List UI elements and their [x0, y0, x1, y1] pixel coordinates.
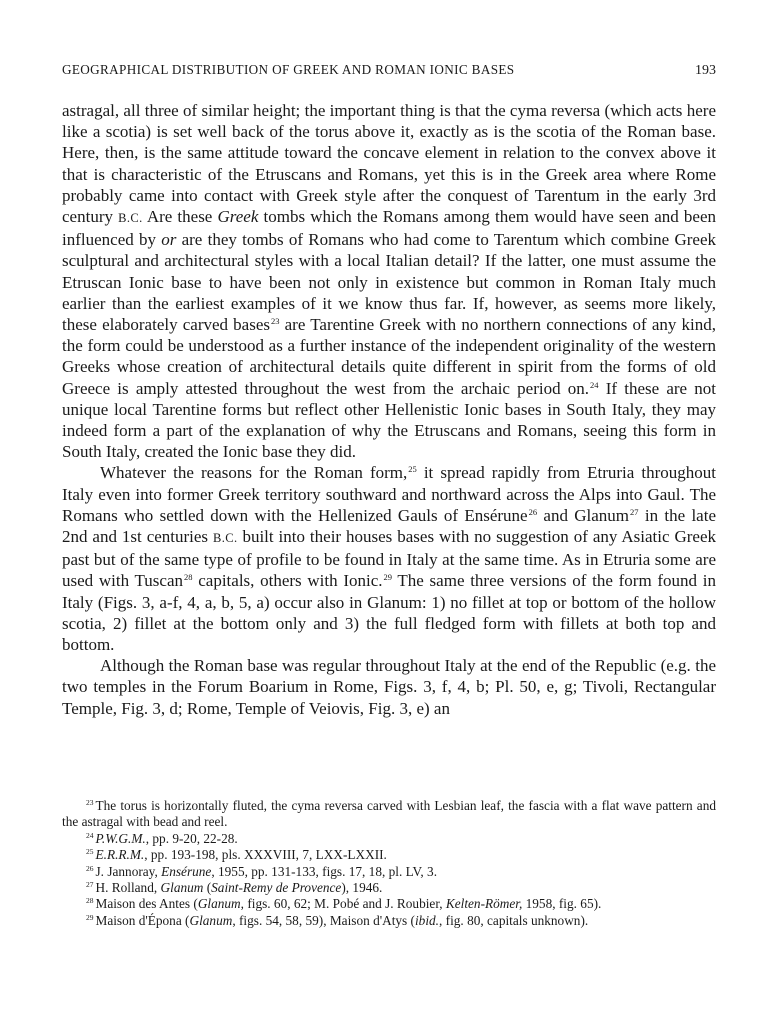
text-run: Are these	[142, 207, 218, 227]
paragraph-1	[62, 100, 716, 462]
footnote-text: , pp. 193-198, pls. XXXVIII, 7, LXX-LXXII.	[144, 847, 387, 863]
italic-text: Glanum	[160, 880, 204, 896]
text-run: and Glanum	[537, 505, 630, 525]
footnote-number: 25	[86, 847, 94, 857]
footnote-text: H. Rolland,	[95, 880, 161, 896]
text-run: Whatever the reasons for the Roman form,	[100, 463, 408, 483]
text-run: astragal, all three of similar height; the important thing is that the cyma reversa (which acts here like a scotia) is set well back of the torus above it, exactly as is the scotia of the Roman base. Here, then, is the same attitude toward the concave element in relation to the convex above it that is characteristic of the Etruscans and Romans, yet this is in the Greek area where Rome probably came into contact with Greek style after the conquest of Tarentum in the early 3rd century	[62, 101, 716, 227]
footnote-number: 28	[86, 896, 94, 906]
footnote-text: , figs. 60, 62; M. Pobé and J. Roubier,	[240, 896, 446, 912]
paragraph-2	[62, 462, 716, 655]
footnote-text: (	[203, 880, 212, 896]
footnote-text: Maison des Antes (	[95, 896, 198, 912]
footnote-text: , 1955, pp. 131-133, figs. 17, 18, pl. LV, 3.	[211, 863, 438, 879]
text-run: tombs which the Romans among them would have seen and been influenced by	[62, 207, 717, 250]
italic-text: Greek	[217, 207, 259, 227]
footnote-24	[62, 831, 716, 847]
text-run: are they tombs of Romans who had come to Tarentum which combine Greek sculptural and architectural styles with a local Italian detail? If the latter, one must assume the Etruscan Ionic base to have been not only in existence but common in Roman Italy much earlier than the earliest examples of it we know thus far. If, however, as seems more likely, these elaborately carved bases	[62, 230, 716, 335]
era-abbrev: B.C.	[118, 211, 143, 226]
italic-text: Kelten-Römer,	[445, 896, 523, 912]
footnote-25	[62, 847, 716, 863]
italic-text: P.W.G.M.	[95, 830, 146, 846]
footnote-text: , pp. 9-20, 22-28.	[145, 830, 238, 846]
italic-text: Glanum	[197, 896, 241, 912]
italic-text: ibid.	[414, 912, 439, 928]
footnotes	[62, 798, 716, 929]
era-abbrev: B.C.	[212, 531, 238, 546]
footnote-number: 23	[86, 798, 94, 807]
footnote-number: 27	[86, 880, 94, 890]
text-run: in the late 2nd and 1st centuries	[62, 505, 716, 547]
text-run: are Tarentine Greek with no northern connections of any kind, the form could be understood as a further instance of the independent originality of the western Greeks whose creation of architectural details quite different in spirit from the forms of old Greece is amply attested throughout the west from the archaic period on.	[62, 315, 716, 398]
footnote-23	[62, 798, 716, 831]
footnote-text: Maison d'Épona (	[95, 912, 190, 928]
footnote-number: 26	[86, 863, 94, 873]
italic-text: Ensérune	[161, 863, 212, 879]
footnote-29	[62, 913, 716, 929]
body-text	[62, 100, 716, 719]
italic-text: Saint-Remy de Provence	[211, 880, 342, 896]
footnote-ref-28[interactable]: 28	[184, 572, 193, 583]
paragraph-3	[62, 655, 716, 719]
running-header	[62, 62, 716, 86]
footnote-text: , figs. 54, 58, 59), Maison d'Atys (	[232, 912, 415, 928]
page-number: 193	[695, 63, 716, 78]
footnote-26	[62, 864, 716, 880]
footnote-text: ), 1946.	[341, 880, 383, 896]
running-title: GEOGRAPHICAL DISTRIBUTION OF GREEK AND ROMAN IONIC BASES	[62, 62, 515, 77]
italic-text: or	[161, 230, 177, 250]
italic-text: Glanum	[189, 912, 233, 928]
footnote-ref-25[interactable]: 25	[408, 464, 417, 475]
text-run: If these are not unique local Tarentine forms but reflect other Hellenistic Ionic bases in South Italy, they may indeed form a part of the explanation of why the Etruscans and Romans, seeing this form in South Italy, created the Ionic base they did.	[62, 378, 717, 462]
footnote-28	[62, 896, 716, 912]
footnote-text: J. Jannoray,	[95, 863, 162, 879]
footnote-ref-29[interactable]: 29	[383, 572, 392, 583]
footnote-number: 29	[86, 912, 94, 922]
text-run: The same three versions of the form found in Italy (Figs. 3, a-f, 4, a, b, 5, a) occur also in Glanum: 1) no fillet at top or bottom of the hollow scotia, 2) fillet at the bottom only and 3) the full fledged form with fillets at both top and bottom.	[62, 571, 716, 655]
footnote-text: 1958, fig. 65).	[522, 896, 602, 912]
footnote-ref-26[interactable]: 26	[528, 506, 538, 517]
text-run: Although the Roman base was regular throughout Italy at the end of the Republic (e.g. the two temples in the Forum Boarium in Rome, Figs. 3, f, 4, b; Pl. 50, e, g; Tivoli, Rectangular Temple, Fig. 3, d; Rome, Temple of Veiovis, Fig. 3, e) an	[62, 656, 716, 718]
italic-text: E.R.R.M.	[95, 847, 145, 863]
footnote-27	[62, 880, 716, 896]
text-run: it spread rapidly from Etruria throughout Italy even into former Greek territory southward and northward across the Alps into Gaul. The Romans who settled down with the Hellenized Gauls of Ensérune	[62, 463, 716, 525]
footnote-text: , fig. 80, capitals unknown).	[439, 912, 589, 928]
footnote-number: 24	[86, 830, 94, 840]
footnote-text: The torus is horizontally fluted, the cyma reversa carved with Lesbian leaf, the fascia with a flat wave pattern and the astragal with bead and reel.	[62, 798, 716, 830]
footnote-ref-23[interactable]: 23	[270, 316, 280, 327]
text-run: capitals, others with Ionic.	[192, 571, 383, 591]
footnote-ref-27[interactable]: 27	[630, 506, 639, 517]
footnote-ref-24[interactable]: 24	[590, 379, 599, 390]
text-run: built into their houses bases with no suggestion of any Asiatic Greek past but of the same type of profile to be found in Italy at the same time. As in Etruria some are used with Tuscan	[62, 527, 716, 591]
page	[62, 62, 716, 719]
